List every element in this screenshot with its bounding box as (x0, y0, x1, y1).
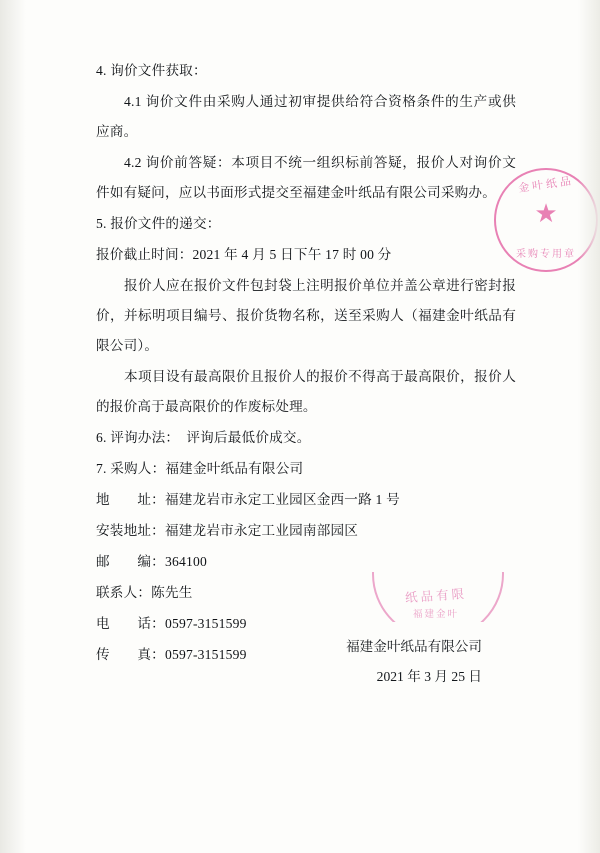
paragraph: 报价截止时间：2021 年 4 月 5 日下午 17 时 00 分 (96, 247, 392, 262)
official-seal-middle-icon (372, 572, 500, 622)
paragraph: 7. 采购人：福建金叶纸品有限公司 (96, 461, 304, 476)
paragraph: 报价人应在报价文件包封袋上注明报价单位并盖公章进行密封报价，并标明项目编号、报价货物名称，送至采购人（福建金叶纸品有限公司）。 (96, 278, 516, 353)
seal-star-icon: ★ (534, 198, 558, 228)
paragraph: 4. 询价文件获取： (96, 63, 207, 78)
seal-right-clip (470, 150, 600, 290)
paragraph: 6. 评询办法： 评询后最低价成交。 (96, 430, 311, 445)
signature-block (96, 632, 516, 692)
official-seal-right-icon (494, 168, 598, 272)
paragraph: 邮 编：364100 (96, 554, 207, 569)
seal-middle-top-text: 纸品有限 (404, 586, 468, 606)
paragraph: 4.2 询价前答疑：本项目不统一组织标前答疑，报价人对询价文件如有疑问，应以书面形式提交至福建金叶纸品有限公司采购办。 (96, 155, 516, 200)
signature-company: 福建金叶纸品有限公司 (346, 639, 482, 654)
seal-middle-clip (372, 572, 512, 622)
paragraph: 联系人：陈先生 (96, 585, 193, 600)
paragraph: 传 真：0597-3151599 (96, 647, 247, 662)
seal-middle-bottom-text: 福建金叶 (412, 610, 459, 620)
paragraph: 电 话：0597-3151599 (96, 616, 247, 631)
paragraph: 4.1 询价文件由采购人通过初审提供给符合资格条件的生产或供应商。 (96, 94, 516, 139)
seal-bottom-text: 采购专用章 (516, 249, 576, 260)
paragraph: 地 址：福建龙岩市永定工业园区金西一路 1 号 (96, 492, 400, 507)
signature-date: 2021 年 3 月 25 日 (376, 669, 482, 684)
paragraph: 本项目设有最高限价且报价人的报价不得高于最高限价，报价人的报价高于最高限价的作废标处理。 (96, 369, 516, 414)
paragraph: 安装地址：福建龙岩市永定工业园南部园区 (96, 523, 359, 538)
seal-top-text: 金叶纸品 (517, 175, 575, 195)
paragraph: 5. 报价文件的递交： (96, 216, 221, 231)
